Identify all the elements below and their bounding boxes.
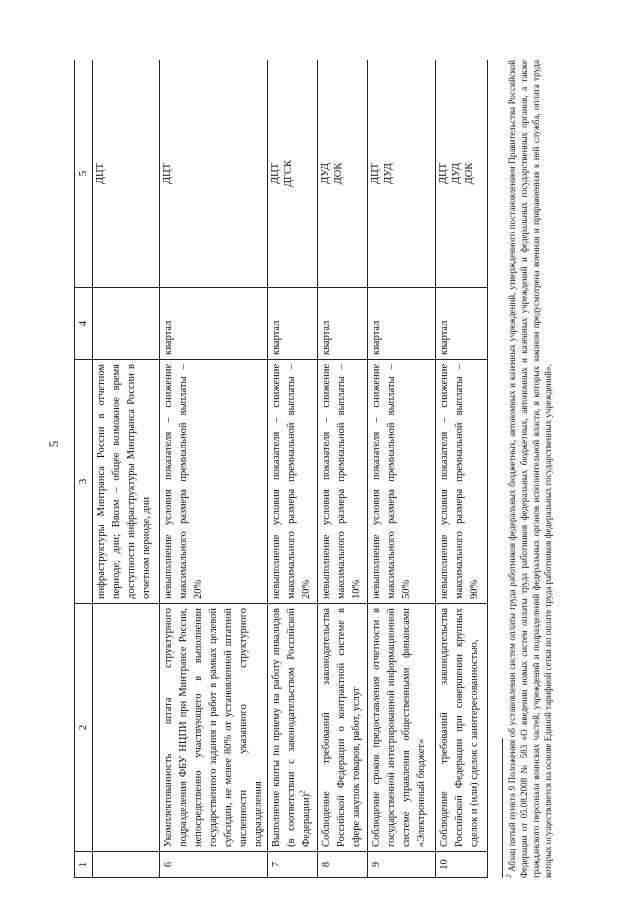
responsible-codes <box>318 60 368 288</box>
requirement-text <box>93 604 160 852</box>
department-code: ДЦТ <box>270 162 281 185</box>
department-code: ДГСК <box>283 159 294 188</box>
table-row <box>93 60 160 878</box>
table-row <box>268 60 318 878</box>
footnote-reference: 2 <box>298 790 307 794</box>
department-code: ДЦТ <box>370 162 381 185</box>
condition-text: невыполнение условия показателя – снижение максимального размера премиальной выплаты – 10% <box>318 360 368 604</box>
responsible-codes <box>368 60 436 288</box>
period-cell: квартал <box>318 288 368 360</box>
header-cell: 3 <box>75 360 93 604</box>
department-code: ДУД <box>451 163 462 184</box>
department-code: ДЦТ <box>162 162 173 185</box>
header-cell: 2 <box>75 604 93 852</box>
table-row <box>160 60 268 878</box>
row-number: 6 <box>160 852 268 878</box>
responsible-codes <box>268 60 318 288</box>
responsible-codes <box>93 60 160 288</box>
header-cell: 1 <box>75 852 93 878</box>
period-cell <box>93 288 160 360</box>
row-number: 7 <box>268 852 318 878</box>
row-number: 8 <box>318 852 368 878</box>
responsible-codes <box>160 60 268 288</box>
landscape-content <box>74 60 614 878</box>
condition-text: невыполнение условия показателя – снижение максимального размера премиальной выплаты – 50% <box>368 360 436 604</box>
footnote-mark: 2 <box>505 874 513 878</box>
period-cell: квартал <box>368 288 436 360</box>
department-code: ДОК <box>333 162 344 185</box>
department-code: ДЦТ <box>438 162 449 185</box>
table-header-row <box>75 60 93 878</box>
condition-text: инфраструктуры Минтранса России в отчетном периоде, дни; Ввозм – общее возможное время доступности инфраструктуры Минтранса России в отчетном периоде, дни <box>93 360 160 604</box>
header-cell: 4 <box>75 288 93 360</box>
row-number: 10 <box>436 852 488 878</box>
requirement-text: Укомплектованность штата структурного подразделения ФБУ НЦПИ при Минтрансе России, непосредственно участвующего в выполнении государственного задания и работ в рамках целевой субсидии, не менее 80% от установленной штатной численности указанного структурного подразделения <box>160 604 268 852</box>
condition-text: невыполнение условия показателя – снижение максимального размера премиальной выплаты – 20% <box>268 360 318 604</box>
period-cell: квартал <box>436 288 488 360</box>
page-number: 5 <box>46 440 61 448</box>
condition-text: невыполнение условия показателя – снижение максимального размера премиальной выплаты – 90% <box>436 360 488 604</box>
period-cell: квартал <box>268 288 318 360</box>
table-row <box>368 60 436 878</box>
table-row <box>318 60 368 878</box>
requirement-text: Соблюдение требований законодательства Российской Федерации о контрактной системе в сфере закупок товаров, работ, услуг <box>318 604 368 852</box>
requirement-text-body: Выполнение квоты по приему на работу инвалидов (в соответствии с законодательством Российской Федерации) <box>271 608 312 847</box>
row-number <box>93 852 160 878</box>
requirements-table <box>74 60 488 878</box>
requirement-text: Соблюдение сроков предоставления отчетности в государственной интегрированной информационной системе управления общественными финансами «Электронный бюджет» <box>368 604 436 852</box>
rotated-page-content <box>74 60 614 878</box>
row-number: 9 <box>368 852 436 878</box>
period-cell: квартал <box>160 288 268 360</box>
department-code: ДЦТ <box>95 162 106 185</box>
department-code: ДОК <box>464 162 475 185</box>
condition-text: невыполнение условия показателя – снижение максимального размера премиальной выплаты – 20% <box>160 360 268 604</box>
requirement-text <box>268 604 318 852</box>
department-code: ДУД <box>320 163 331 184</box>
header-cell: 5 <box>75 60 93 288</box>
footnote-text: Абзац пятый пункта 9 Положения об установлении систем оплаты труда работников федеральных бюджетных, автономных и казенных учреждений, утвержденного постановлением Правительства Российской Федерации от 05.08.2008 № 583 «О введении новых систем оплаты труда работников федеральных бюджетных, автономных и казенных учреждений и федеральных государственных органов, а также гражданского персонала воинских частей, учреждений и подразделений федеральных органов исполнительной власти, в которых законом предусмотрена военная и приравненная к ней служба, оплата труда которых осуществляется на основе Единой тарифной сетки по оплате труда работников федеральных государственных учреждений». <box>507 60 553 878</box>
department-code: ДУД <box>383 163 394 184</box>
footnote-divider <box>502 738 503 878</box>
footnote <box>502 60 554 878</box>
responsible-codes <box>436 60 488 288</box>
table-row <box>436 60 488 878</box>
requirement-text: Соблюдение требований законодательства Российской Федерации при совершении крупных сделок и (или) сделок с заинтересованностью, <box>436 604 488 852</box>
